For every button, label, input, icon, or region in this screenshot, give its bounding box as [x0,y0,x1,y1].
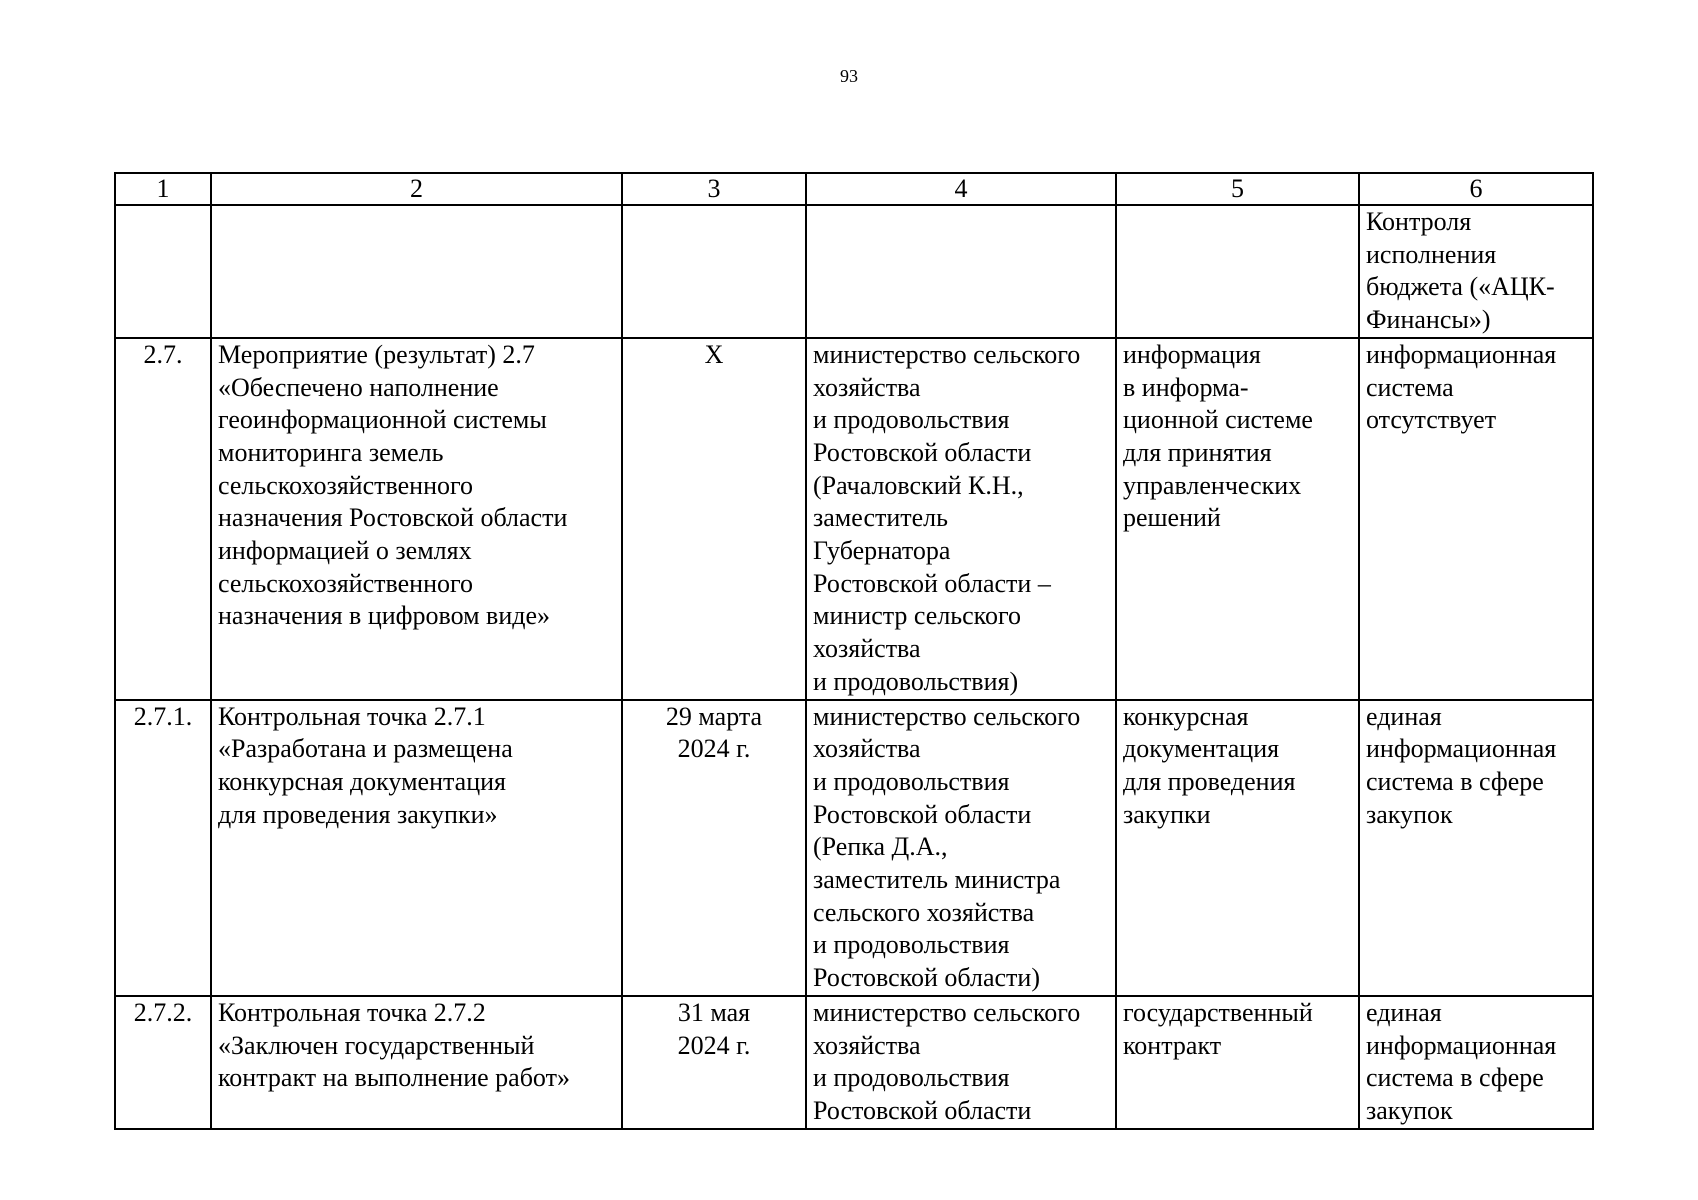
info-system-cell: единая информационная система в сфере закупок [1359,700,1593,996]
date-cell: Х [622,338,806,700]
table-row [115,996,1593,1129]
responsible-cell [806,205,1116,338]
header-cell: 3 [622,173,806,205]
header-cell: 2 [211,173,622,205]
event-cell: Контрольная точка 2.7.2 «Заключен государственный контракт на выполнение работ» [211,996,622,1129]
event-cell [211,205,622,338]
page-number: 93 [840,66,858,86]
info-system-cell: информационная система отсутствует [1359,338,1593,700]
responsible-cell: министерство сельского хозяйства и продовольствия Ростовской области [806,996,1116,1129]
date-cell: 31 мая 2024 г. [622,996,806,1129]
date-cell: 29 марта 2024 г. [622,700,806,996]
row-number-cell [115,205,211,338]
event-cell: Контрольная точка 2.7.1 «Разработана и размещена конкурсная документация для проведения закупки» [211,700,622,996]
result-cell [1116,205,1359,338]
header-cell: 4 [806,173,1116,205]
row-number-cell: 2.7. [115,338,211,700]
column-number-row [115,173,1593,205]
responsible-cell: министерство сельского хозяйства и продовольствия Ростовской области (Рачаловский К.Н., заместитель Губернатора Ростовской области – министр сельского хозяйства и продовольствия) [806,338,1116,700]
result-cell: конкурсная документация для проведения закупки [1116,700,1359,996]
table-row [115,338,1593,700]
header-cell: 6 [1359,173,1593,205]
info-system-cell: единая информационная система в сфере закупок [1359,996,1593,1129]
info-system-cell: Контроля исполнения бюджета («АЦК- Финансы») [1359,205,1593,338]
table-row [115,700,1593,996]
row-number-cell: 2.7.2. [115,996,211,1129]
responsible-cell: министерство сельского хозяйства и продовольствия Ростовской области (Репка Д.А., заместитель министра сельского хозяйства и продовольствия Ростовской области) [806,700,1116,996]
result-cell: информация в информа- ционной системе для принятия управленческих решений [1116,338,1359,700]
date-cell [622,205,806,338]
row-number-cell: 2.7.1. [115,700,211,996]
plan-table [114,172,1594,1130]
header-cell: 5 [1116,173,1359,205]
header-cell: 1 [115,173,211,205]
table-row [115,205,1593,338]
event-cell: Мероприятие (результат) 2.7 «Обеспечено наполнение геоинформационной системы мониторинга земель сельскохозяйственного назначения Ростовской области информацией о землях сельскохозяйственного назначения в цифровом виде» [211,338,622,700]
result-cell: государственный контракт [1116,996,1359,1129]
